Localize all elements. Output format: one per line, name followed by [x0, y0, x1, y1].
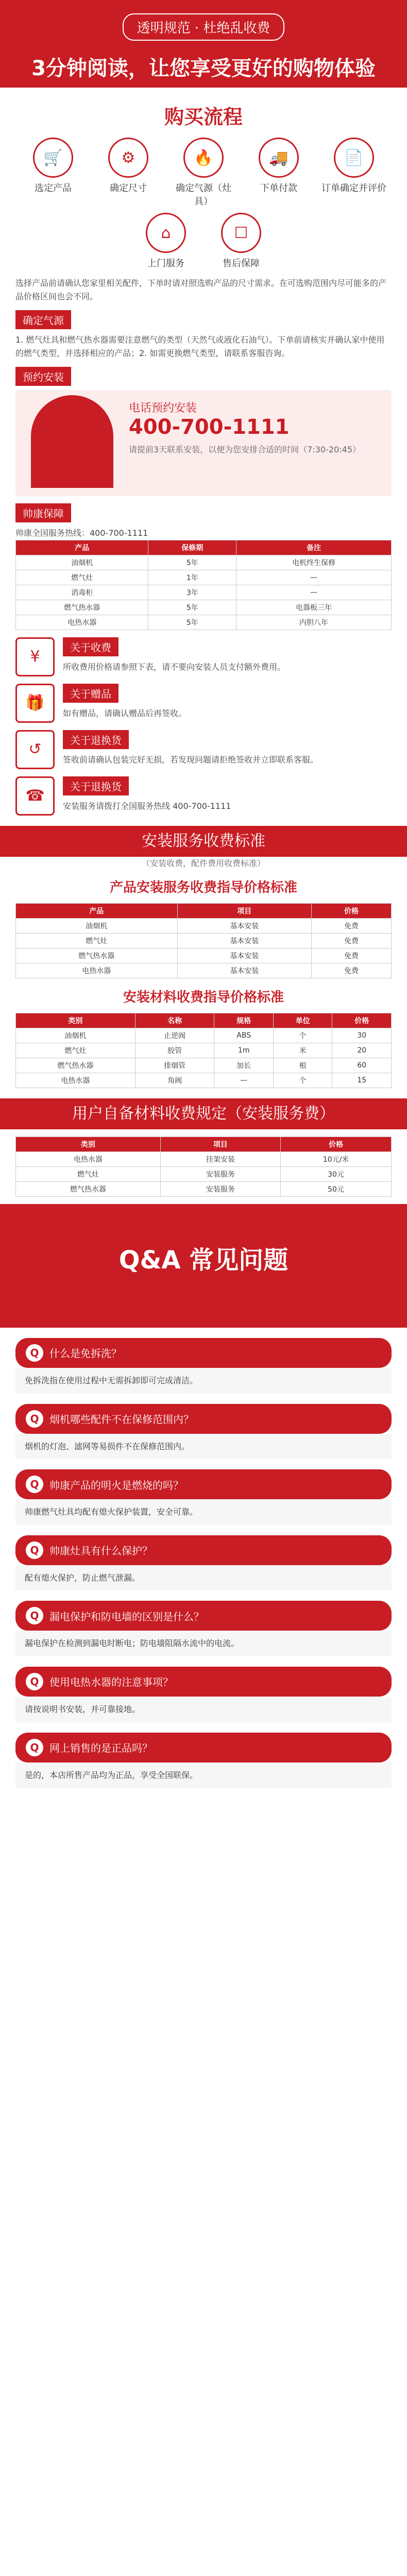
cell: 燃气热水器 — [16, 1058, 135, 1073]
cell: 燃气热水器 — [16, 948, 178, 963]
flow-step — [321, 138, 386, 208]
q-badge-icon: Q — [26, 1541, 43, 1559]
house-icon: ⌂ — [146, 213, 186, 253]
cell: 油烟机 — [16, 918, 178, 933]
cell: 3年 — [148, 585, 236, 600]
cell: 油烟机 — [16, 1028, 135, 1043]
cell: 油烟机 — [16, 555, 148, 570]
return-icon: ↺ — [15, 730, 55, 769]
q-badge-icon: Q — [26, 1476, 43, 1493]
q-badge-icon: Q — [26, 1739, 43, 1756]
gift-icon: 🎁 — [15, 684, 55, 723]
cell: ABS — [214, 1028, 274, 1043]
cell: 排烟管 — [135, 1058, 214, 1073]
notice-text: 所收费用价格请参照下表，请不要向安装人员支付额外费用。 — [63, 662, 286, 672]
cart-icon: 🛒 — [33, 138, 73, 178]
cell: 5年 — [148, 615, 236, 630]
qa-answer: 免拆洗指在使用过程中无需拆卸即可完成清洁。 — [15, 1368, 392, 1394]
q-badge-icon: Q — [26, 1410, 43, 1428]
cell: 安装服务 — [160, 1166, 280, 1181]
warranty-table — [15, 540, 392, 630]
cell: 免费 — [312, 918, 392, 933]
qa-question-text: 帅康产品的明火是燃烧的吗？ — [49, 1479, 183, 1492]
flow-step-label: 确定尺寸 — [110, 183, 147, 194]
table-header: 类别 — [16, 1013, 135, 1028]
cell: 10元/米 — [281, 1151, 392, 1166]
cell: 燃气热水器 — [16, 1181, 161, 1196]
q-badge-icon: Q — [26, 1607, 43, 1624]
cell: 电热水器 — [16, 1073, 135, 1088]
cell: 30 — [332, 1028, 392, 1043]
qa-answer: 配有熄火保护，防止燃气泄漏。 — [15, 1565, 392, 1591]
cell: 角阀 — [135, 1073, 214, 1088]
table-header: 产品 — [16, 903, 178, 918]
warranty-note: 帅康全国服务热线：400-700-1111 — [15, 528, 148, 538]
notice-title: 关于赠品 — [63, 684, 118, 703]
qa-answer: 帅康燃气灶具均配有熄火保护装置，安全可靠。 — [15, 1499, 392, 1525]
qa-question-text: 漏电保护和防电墙的区别是什么？ — [49, 1610, 204, 1623]
user-parts-banner: 用户自备材料收费规定（安装服务费） — [0, 1098, 407, 1129]
cell: 电热水器 — [16, 963, 178, 978]
cell: 30元 — [281, 1166, 392, 1181]
qa-question-text: 使用电热水器的注意事项？ — [49, 1676, 173, 1689]
cell: 电机终生保修 — [236, 555, 392, 570]
cell: 燃气热水器 — [16, 600, 148, 615]
fee-panel — [15, 903, 392, 978]
qa-item — [15, 1469, 392, 1525]
cell: 根 — [273, 1058, 332, 1073]
hotline-card — [15, 390, 392, 496]
qa-answer: 是的，本店所售产品均为正品，享受全国联保。 — [15, 1762, 392, 1788]
cell: 电热水器 — [16, 1151, 161, 1166]
q-badge-icon: Q — [26, 1344, 43, 1362]
cell: 免费 — [312, 933, 392, 948]
notice-phone — [15, 776, 392, 816]
user-parts-table — [15, 1137, 392, 1197]
cell: 基本安装 — [177, 918, 312, 933]
table-header: 产品 — [16, 540, 148, 555]
top-banner — [0, 0, 407, 88]
hotline-label: 电话预约安装 — [129, 402, 197, 415]
flow-step-label: 确定气源（灶具） — [176, 183, 231, 207]
notice-text: 签收前请确认包装完好无损，若发现问题请拒绝签收并立即联系客服。 — [63, 754, 319, 765]
hotline-number[interactable]: 400-700-1111 — [129, 415, 290, 439]
qa-item — [15, 1535, 392, 1591]
qa-answer: 烟机的灯泡、滤网等易损件不在保修范围内。 — [15, 1434, 392, 1460]
banner-headline: 3分钟阅读，让您享受更好的购物体验 — [31, 57, 376, 80]
cell: — — [236, 585, 392, 600]
cell: 燃气灶 — [16, 1043, 135, 1058]
qa-question[interactable] — [15, 1404, 392, 1434]
qa-list — [0, 1328, 407, 1808]
intro-text: 选择产品前请确认您家里相关配件，下单时请对照选购产品的尺寸需求。在可选购范围内尽可能多的产品价格区间也会不同。 — [15, 278, 387, 301]
cell: 1m — [214, 1043, 274, 1058]
install-panel — [15, 367, 392, 496]
table-row — [16, 1043, 392, 1058]
qa-question-text: 帅康灶具有什么保护？ — [49, 1545, 152, 1557]
table-row — [16, 963, 392, 978]
cell: 20 — [332, 1043, 392, 1058]
table-row — [16, 1058, 392, 1073]
hotline-note: 请提前3天联系安装，以便为您安排合适的时间（7:30-20:45） — [129, 445, 361, 455]
flame-icon: 🔥 — [183, 138, 224, 178]
flow-step-label: 上门服务 — [147, 258, 184, 269]
cell: 60 — [332, 1058, 392, 1073]
user-parts-panel — [15, 1137, 392, 1197]
qa-title: Q&A 常见问题 — [118, 1245, 289, 1275]
notice-text: 安装服务请拨打全国服务热线 400-700-1111 — [63, 801, 231, 811]
cell: 5年 — [148, 555, 236, 570]
flow-title: 购买流程 — [164, 106, 243, 128]
table-header: 规格 — [214, 1013, 274, 1028]
qa-item — [15, 1338, 392, 1394]
cell: 免费 — [312, 948, 392, 963]
fee-sub: （安装收费，配件费用收费标准） — [141, 858, 265, 868]
qa-question[interactable] — [15, 1667, 392, 1697]
cell: 基本安装 — [177, 948, 312, 963]
notice-title: 关于退换货 — [63, 776, 129, 795]
qa-question[interactable] — [15, 1535, 392, 1565]
truck-icon: 🚚 — [259, 138, 299, 178]
cell: 燃气灶 — [16, 1166, 161, 1181]
flow-step — [209, 213, 274, 269]
qa-question-text: 烟机哪些配件不在保修范围内？ — [49, 1413, 194, 1426]
cell: — — [236, 570, 392, 585]
flow-step-label: 售后保障 — [223, 258, 260, 269]
table-row — [16, 585, 392, 600]
table-row — [16, 1181, 392, 1196]
cell: 米 — [273, 1043, 332, 1058]
notice-gift — [15, 684, 392, 723]
service-lady-image — [31, 395, 113, 488]
fee-icon: ¥ — [15, 637, 55, 676]
table-header: 名称 — [135, 1013, 214, 1028]
flow-step-label: 订单确定并评价 — [321, 183, 386, 194]
table-row — [16, 555, 392, 570]
qa-question-text: 网上销售的是正品吗？ — [49, 1742, 152, 1755]
cell: 挂架安装 — [160, 1151, 280, 1166]
table-row — [16, 1166, 392, 1181]
gas-tag: 确定气源 — [15, 310, 71, 329]
qa-answer: 漏电保护在检测到漏电时断电；防电墙阻隔水流中的电流。 — [15, 1631, 392, 1656]
table-row — [16, 1151, 392, 1166]
qa-item — [15, 1733, 392, 1788]
fee-banner: 安装服务收费标准 — [0, 826, 407, 857]
qa-question[interactable] — [15, 1733, 392, 1762]
flow-step — [96, 138, 161, 208]
cell: 内胆八年 — [236, 615, 392, 630]
banner-pill: 透明规范 · 杜绝乱收费 — [123, 13, 285, 41]
gear-icon: ⚙ — [108, 138, 148, 178]
notice-title: 关于收费 — [63, 637, 118, 656]
table-row — [16, 1073, 392, 1088]
table-header: 保修期 — [148, 540, 236, 555]
notice-text: 如有赠品，请确认赠品后再签收。 — [63, 708, 187, 718]
cell: 止逆阀 — [135, 1028, 214, 1043]
warranty-panel — [15, 503, 392, 630]
table-header: 价格 — [281, 1137, 392, 1151]
table-row — [16, 600, 392, 615]
cell: 燃气灶 — [16, 933, 178, 948]
gas-text: 1. 燃气灶具和燃气热水器需要注意燃气的类型（天然气或液化石油气）。下单前请核实并确认家中使用的燃气类型，并选择相应的产品；2. 如需更换燃气类型，请联系客服咨询。 — [15, 335, 385, 358]
qa-banner — [0, 1204, 407, 1328]
table-header: 价格 — [332, 1013, 392, 1028]
flow-step — [21, 138, 86, 208]
notice-return — [15, 730, 392, 769]
cell: 电热水器 — [16, 615, 148, 630]
cell: 燃气灶 — [16, 570, 148, 585]
install-tag: 预约安装 — [15, 367, 71, 386]
cell: 1年 — [148, 570, 236, 585]
flow-step — [246, 138, 311, 208]
qa-question[interactable] — [15, 1601, 392, 1631]
cell: 15 — [332, 1073, 392, 1088]
cell: 50元 — [281, 1181, 392, 1196]
q-badge-icon: Q — [26, 1673, 43, 1690]
flow-steps — [0, 138, 407, 269]
cell: — — [214, 1073, 274, 1088]
table-header: 价格 — [312, 903, 392, 918]
notice-title: 关于退换货 — [63, 730, 129, 749]
gas-panel — [15, 310, 392, 360]
intro-panel — [15, 277, 392, 303]
qa-item — [15, 1404, 392, 1460]
flow-step-label: 下单付款 — [260, 183, 297, 194]
warranty-tag: 帅康保障 — [15, 503, 71, 522]
table-header: 单位 — [273, 1013, 332, 1028]
cell: 个 — [273, 1028, 332, 1043]
flow-step — [133, 213, 198, 269]
flow-step — [171, 138, 236, 208]
cell: 免费 — [312, 963, 392, 978]
qa-question[interactable] — [15, 1338, 392, 1368]
materials-panel — [15, 1013, 392, 1088]
box-icon: ☐ — [221, 213, 261, 253]
qa-question-text: 什么是免拆洗？ — [49, 1347, 122, 1360]
cell: 消毒柜 — [16, 585, 148, 600]
table-header: 类别 — [16, 1137, 161, 1151]
cell: 加长 — [214, 1058, 274, 1073]
cell: 基本安装 — [177, 933, 312, 948]
doc-icon: 📄 — [334, 138, 374, 178]
flow-step-label: 选定产品 — [35, 183, 72, 194]
cell: 个 — [273, 1073, 332, 1088]
table-row — [16, 918, 392, 933]
phone-icon: ☎ — [15, 776, 55, 816]
cell: 基本安装 — [177, 963, 312, 978]
cell: 安装服务 — [160, 1181, 280, 1196]
qa-item — [15, 1601, 392, 1656]
table-header: 项目 — [160, 1137, 280, 1151]
table-row — [16, 570, 392, 585]
table-header: 备注 — [236, 540, 392, 555]
materials-title: 安装材料收费指导价格标准 — [123, 989, 284, 1005]
notice-fee — [15, 637, 392, 676]
fee-title: 产品安装服务收费指导价格标准 — [109, 879, 297, 895]
table-row — [16, 1028, 392, 1043]
cell: 5年 — [148, 600, 236, 615]
qa-item — [15, 1667, 392, 1722]
qa-question[interactable] — [15, 1469, 392, 1499]
cell: 胶管 — [135, 1043, 214, 1058]
fee-table — [15, 903, 392, 978]
materials-table — [15, 1013, 392, 1088]
cell: 电器板三年 — [236, 600, 392, 615]
table-row — [16, 615, 392, 630]
table-header: 项目 — [177, 903, 312, 918]
qa-answer: 请按说明书安装，并可靠接地。 — [15, 1697, 392, 1722]
table-row — [16, 933, 392, 948]
table-row — [16, 948, 392, 963]
